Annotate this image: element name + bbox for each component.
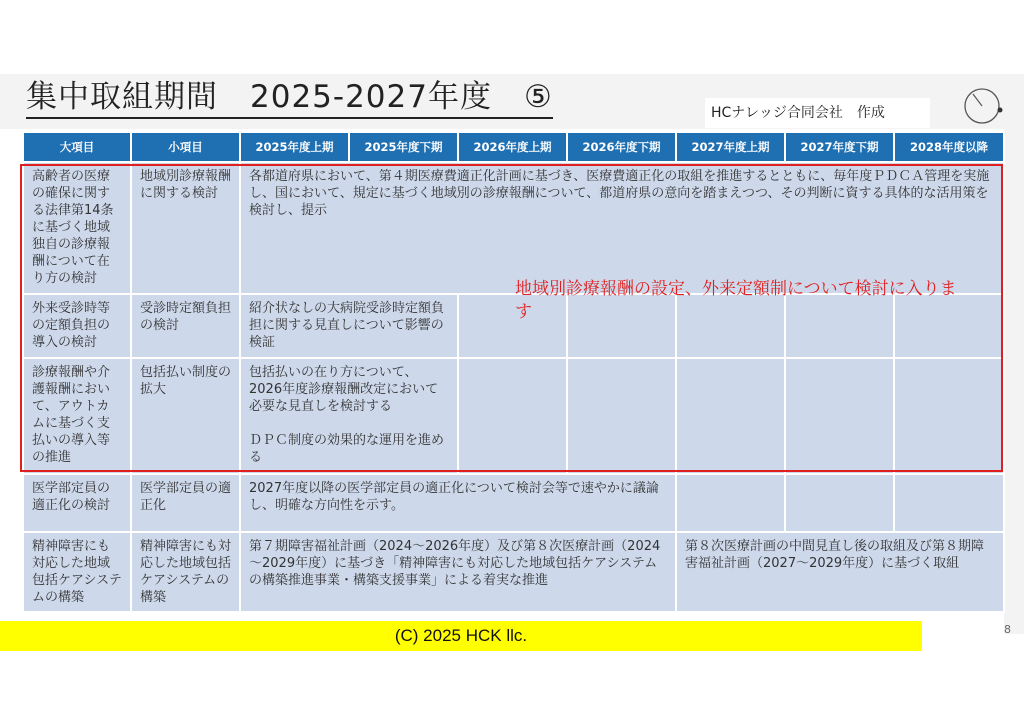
header-row (23, 132, 1004, 162)
major-item-cell: 精神障害にも対応した地域包括ケアシステムの構築 (23, 532, 131, 612)
plan-cell: 2027年度以降の医学部定員の適正化について検討会等で速やかに議論し、明確な方向性を示す。 (240, 474, 676, 532)
minor-item-cell: 精神障害にも対応した地域包括ケアシステムの構築 (131, 532, 240, 612)
minor-item-cell: 包括払い制度の拡大 (131, 358, 240, 474)
author-credit: HCナレッジ合同会社 作成 (705, 98, 930, 128)
minor-item-cell: 医学部定員の適正化 (131, 474, 240, 532)
header-major-item: 大項目 (23, 132, 131, 162)
copyright-footer: (C) 2025 HCK llc. (0, 621, 922, 651)
plan-later-cell: 第８次医療計画の中間見直し後の取組及び第８期障害福祉計画（2027～2029年度）に基づく取組 (676, 532, 1004, 612)
empty-cell (894, 358, 1004, 474)
empty-cell (785, 358, 894, 474)
header-minor-item: 小項目 (131, 132, 240, 162)
page-number: 8 (1004, 623, 1011, 636)
empty-cell (676, 474, 785, 532)
plan-cell: 紹介状なしの大病院受診時定額負担に関する見直しについて影響の検証 (240, 294, 458, 358)
roadmap-table (22, 131, 1005, 613)
header-2025-h2: 2025年度下期 (349, 132, 458, 162)
right-margin-strip (1004, 74, 1024, 634)
empty-cell (458, 358, 567, 474)
header-2026-h2: 2026年度下期 (567, 132, 676, 162)
minor-item-cell: 地域別診療報酬に関する検討 (131, 162, 240, 294)
empty-cell (676, 358, 785, 474)
slide-title: 集中取組期間 2025-2027年度 ⑤ (26, 78, 553, 119)
plan-cell: 包括払いの在り方について、2026年度診療報酬改定において必要な見直しを検討する ＤＰＣ制度の効果的な運用を進める (240, 358, 458, 474)
major-item-cell: 高齢者の医療の確保に関する法律第14条に基づく地域独自の診療報酬について在り方の検討 (23, 162, 131, 294)
empty-cell (567, 358, 676, 474)
table-row (23, 162, 1004, 294)
empty-cell (785, 474, 894, 532)
table-row (23, 532, 1004, 612)
table-row (23, 358, 1004, 474)
header-2027-h1: 2027年度上期 (676, 132, 785, 162)
major-item-cell: 医学部定員の適正化の検討 (23, 474, 131, 532)
empty-cell (894, 474, 1004, 532)
header-2028-later: 2028年度以降 (894, 132, 1004, 162)
header-2025-h1: 2025年度上期 (240, 132, 349, 162)
major-item-cell: 診療報酬や介護報酬において、アウトカムに基づく支払いの導入等の推進 (23, 358, 131, 474)
plan-cell: 各都道府県において、第４期医療費適正化計画に基づき、医療費適正化の取組を推進するとともに、毎年度ＰＤＣＡ管理を実施し、国において、規定に基づく地域別の診療報酬について、都道府県の意向を踏まえつつ、その判断に資する具体的な活用策を検討し、提示 (240, 162, 1004, 294)
circular-logo-icon (960, 84, 1004, 128)
minor-item-cell: 受診時定額負担の検討 (131, 294, 240, 358)
table-row (23, 474, 1004, 532)
major-item-cell: 外来受診時等の定額負担の導入の検討 (23, 294, 131, 358)
highlight-annotation: 地域別診療報酬の設定、外来定額制について検討に入ります (515, 279, 957, 322)
header-2027-h2: 2027年度下期 (785, 132, 894, 162)
header-2026-h1: 2026年度上期 (458, 132, 567, 162)
plan-cell: 第７期障害福祉計画（2024～2026年度）及び第８次医療計画（2024～2029年度）に基づき「精神障害にも対応した地域包括ケアシステムの構築推進事業・構築支援事業」による着実な推進 (240, 532, 676, 612)
